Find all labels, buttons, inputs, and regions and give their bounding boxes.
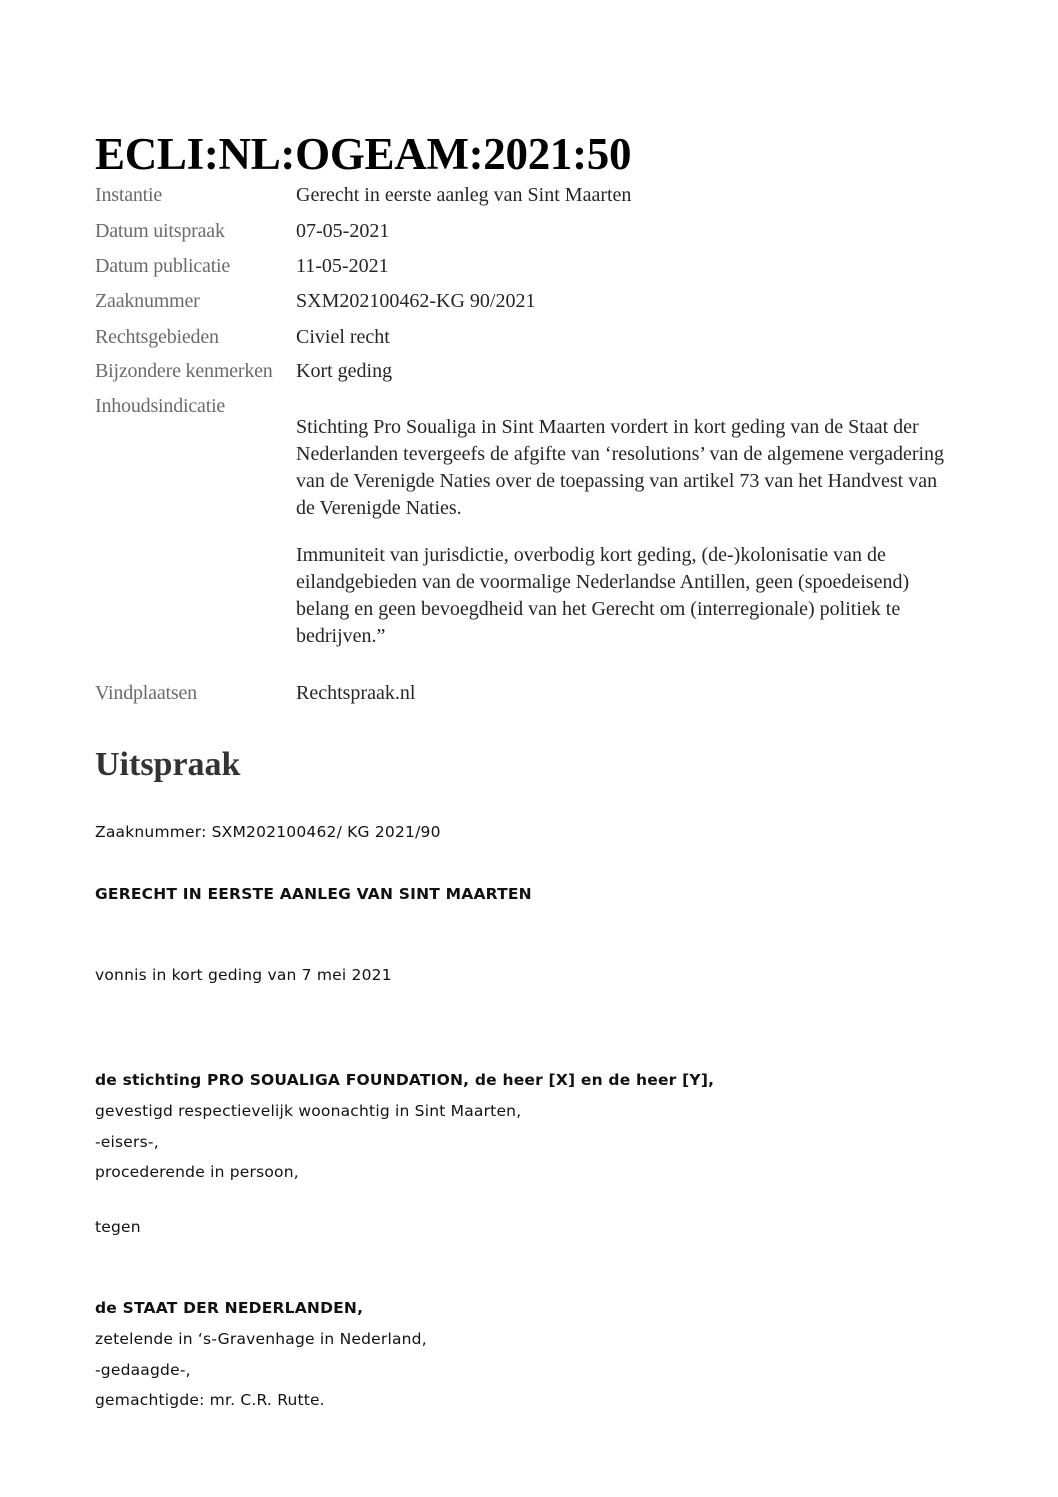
meta-label-datum-uitspraak: Datum uitspraak [95, 220, 225, 242]
versus-line: tegen [95, 1218, 141, 1236]
plaintiff-name: de stichting PRO SOUALIGA FOUNDATION, de heer [X] en de heer [Y], [95, 1071, 715, 1089]
meta-label-instantie: Instantie [95, 184, 163, 206]
defendant-representative: gemachtigde: mr. C.R. Rutte. [95, 1391, 325, 1409]
meta-label-inhoudsindicatie: Inhoudsindicatie [95, 395, 226, 417]
court-name: GERECHT IN EERSTE AANLEG VAN SINT MAARTEN [95, 885, 532, 903]
summary-paragraph-2: Immuniteit van jurisdictie, overbodig kort geding, (de-)kolonisatie van de eilandgebieden van de voormalige Nederlandse Antillen, geen (spoedeisend) belang en geen bevoegdheid van het Gerecht om (interregionale) politiek te bedrijven.” [296, 544, 910, 647]
defendant-role: -gedaagde-, [95, 1361, 191, 1379]
plaintiff-role: -eisers-, [95, 1133, 159, 1151]
summary-paragraph-1: Stichting Pro Soualiga in Sint Maarten vordert in kort geding van de Staat der Nederlanden tevergeefs de afgifte van ‘resolutions’ van de algemene vergadering van de Verenigde Naties over de toepassing van artikel 73 van het Handvest van de Verenigde Naties. [296, 416, 945, 519]
meta-value-datum-publicatie: 11-05-2021 [296, 255, 389, 277]
meta-label-vindplaatsen: Vindplaatsen [95, 682, 197, 704]
meta-label-zaaknummer: Zaaknummer [95, 290, 200, 312]
meta-value-bijzondere-kenmerken: Kort geding [296, 360, 393, 382]
meta-value-zaaknummer: SXM202100462-KG 90/2021 [296, 290, 536, 312]
case-number-line: Zaaknummer: SXM202100462/ KG 2021/90 [95, 823, 441, 841]
meta-label-datum-publicatie: Datum publicatie [95, 255, 231, 277]
meta-value-rechtsgebieden: Civiel recht [296, 326, 390, 348]
meta-value-datum-uitspraak: 07-05-2021 [296, 220, 390, 242]
judgment-date-line: vonnis in kort geding van 7 mei 2021 [95, 966, 392, 984]
uitspraak-heading: Uitspraak [95, 746, 241, 783]
meta-value-instantie: Gerecht in eerste aanleg van Sint Maarten [296, 184, 632, 206]
ecli-title: ECLI:NL:OGEAM:2021:50 [95, 129, 632, 179]
meta-label-bijzondere-kenmerken: Bijzondere kenmerken [95, 360, 273, 382]
plaintiff-representation: procederende in persoon, [95, 1163, 299, 1181]
defendant-seat: zetelende in ‘s-Gravenhage in Nederland, [95, 1330, 427, 1348]
defendant-name: de STAAT DER NEDERLANDEN, [95, 1299, 364, 1317]
meta-label-rechtsgebieden: Rechtsgebieden [95, 326, 219, 348]
plaintiff-residence: gevestigd respectievelijk woonachtig in Sint Maarten, [95, 1102, 522, 1120]
meta-value-vindplaatsen: Rechtspraak.nl [296, 682, 416, 704]
